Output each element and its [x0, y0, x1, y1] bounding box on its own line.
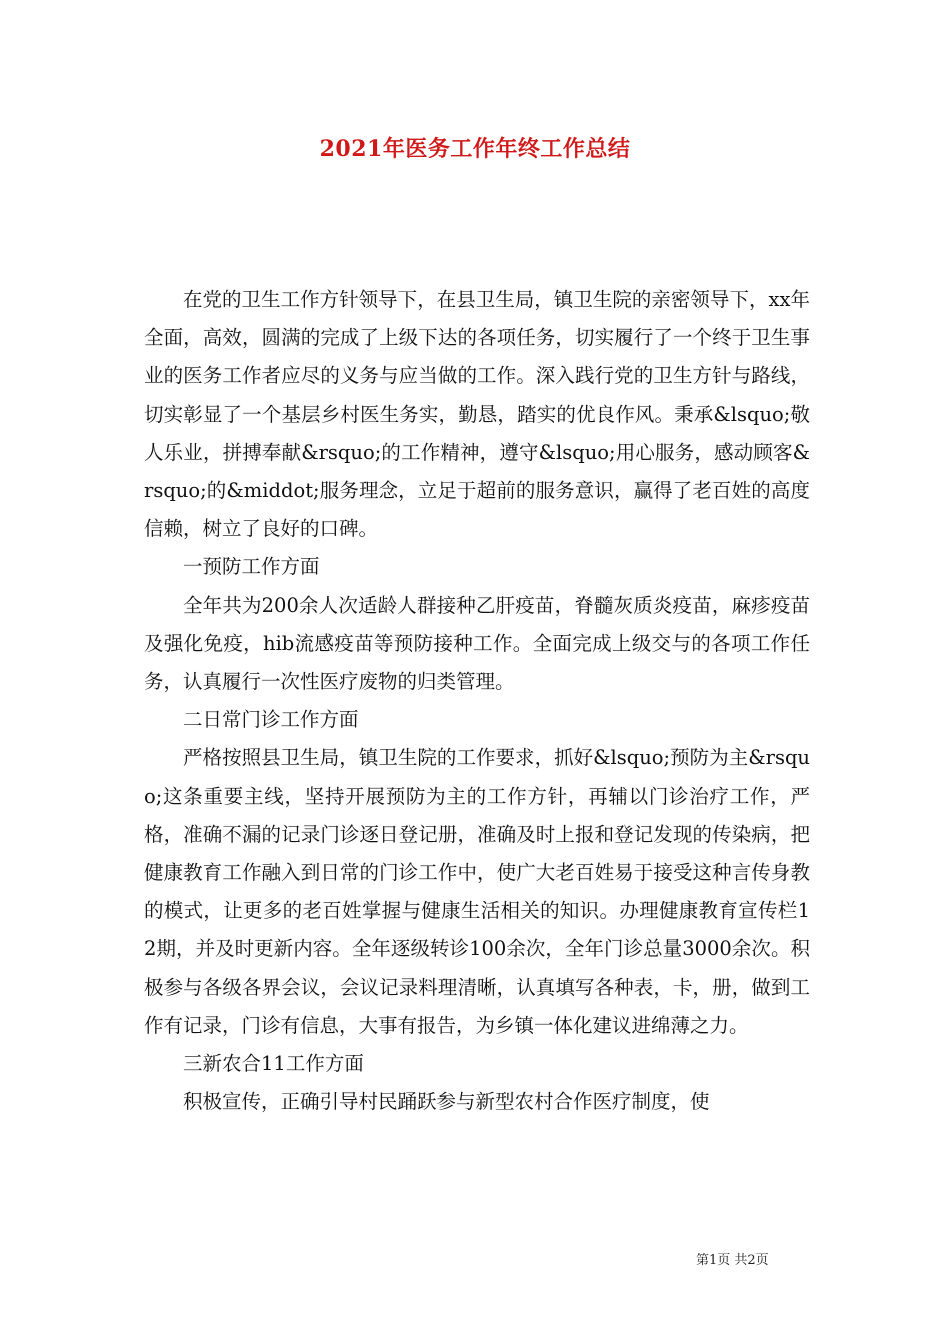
paragraph-intro: 在党的卫生工作方针领导下，在县卫生局，镇卫生院的亲密领导下，xx年全面，高效，圆满的完成了上级下达的各项任务，切实履行了一个终于卫生事业的医务工作者应尽的义务与应当做的工作。深入践行党的卫生方针与路线，切实彰显了一个基层乡村医生务实，勤恳，踏实的优良作风。秉承&lsquo;敬人乐业，拼搏奉献&rsquo;的工作精神，遵守&lsquo;用心服务，感动顾客&rsquo;的&middot;服务理念，立足于超前的服务意识，赢得了老百姓的高度信赖，树立了良好的口碑。: [144, 288, 810, 541]
document-body: [144, 281, 810, 1121]
paragraph-prevention: 全年共为200余人次适龄人群接种乙肝疫苗，脊髓灰质炎疫苗，麻疹疫苗及强化免疫，hib流感疫苗等预防接种工作。全面完成上级交与的各项工作任务，认真履行一次性医疗废物的归类管理。: [144, 593, 810, 694]
paragraph-outpatient: 严格按照县卫生局，镇卫生院的工作要求，抓好&lsquo;预防为主&rsquo;这条重要主线，坚持开展预防为主的工作方针，再辅以门诊治疗工作，严格，准确不漏的记录门诊逐日登记册，准确及时上报和登记发现的传染病，把健康教育工作融入到日常的门诊工作中，使广大老百姓易于接受这种言传身教的模式，让更多的老百姓掌握与健康生活相关的知识。办理健康教育宣传栏12期，并及时更新内容。全年逐级转诊100余次，全年门诊总量3000余次。积极参与各级各界会议，会议记录料理清晰，认真填写各种表，卡，册，做到工作有记录，门诊有信息，大事有报告，为乡镇一体化建议进绵薄之力。: [144, 746, 810, 1037]
section-heading-rural-coop: 三新农合11工作方面: [183, 1052, 364, 1076]
section-heading-prevention: 一预防工作方面: [183, 555, 320, 579]
section-heading-outpatient: 二日常门诊工作方面: [183, 708, 359, 732]
document-title: 2021年医务工作年终工作总结: [319, 136, 631, 162]
paragraph-rural-coop: 积极宣传，正确引导村民踊跃参与新型农村合作医疗制度，使: [183, 1090, 710, 1114]
page-number: 第1页 共2页: [696, 1253, 769, 1268]
